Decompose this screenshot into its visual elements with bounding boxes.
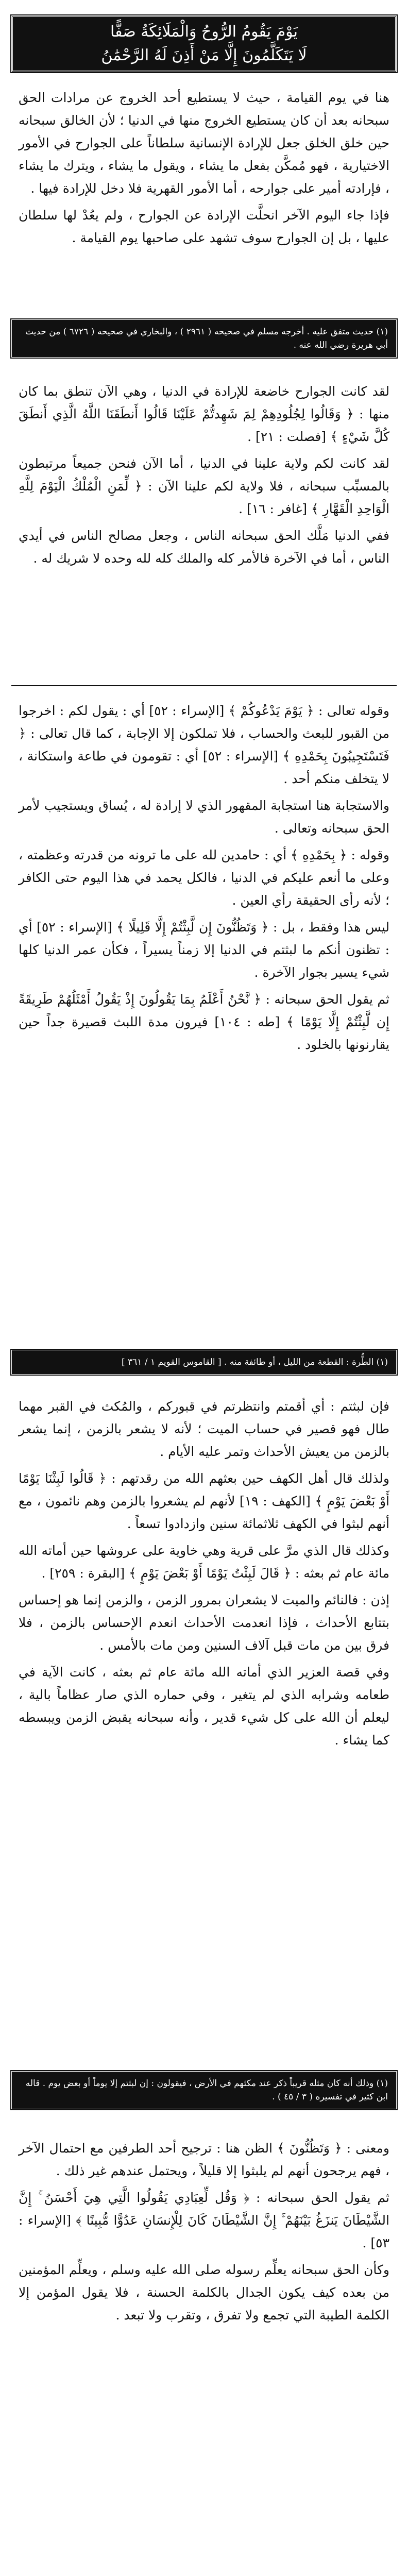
footnote-bar-3 [11,2071,397,2109]
paragraph: فإذا جاء اليوم الآخر انحلَّت الإرادة عن الجوارح ، ولم يعُدْ لها سلطان عليها ، بل إن الجوارح سوف تشهد على صاحبها يوم القيامة . [19,208,389,245]
paragraph: ففي الدنيا مَلَّك الحق سبحانه الناس ، وجعل مصالح الناس في أيدي الناس ، أما في الآخرة فالأمر كله والملك كله لله وحده لا شريك له . [19,528,389,566]
paragraph: وفي قصة العزير الذي أماته الله مائة عام ثم بعثه ، كانت الآية في طعامه وشرابه الذي لم يتغير ، وفي حماره الذي صار عظاماً بالية ، ليعلم أن الله على كل شيء قدير ، وأنه سبحانه يقبض الزمن ويبسطه كما يشاء . [19,1665,389,1748]
paragraph: ليس هذا وفقط ، بل : ﴿ وَتَظُنُّونَ إِن لَّبِثْتُمْ إِلَّا قَلِيلًا ﴾ [الإسراء : ٥٢] أي : تظنون أنكم ما لبثتم في الدنيا إلا زمناً يسيراً ، فكأن عمر الدنيا كلها شيء يسير بجوار الآخرة . [19,920,389,980]
body-section-1 [11,82,397,258]
footnote-text: (١) حديث متفق عليه . أخرجه مسلم في صحيحه ( ٢٩٦١ ) ، والبخاري في صحيحه ( ٦٧٢٦ ) من حديث أبي هريرة رضي الله عنه . [25,327,388,350]
header-verse-line-2: لَا يَتَكَلَّمُونَ إِلَّا مَنْ أَذِنَ لَهُ الرَّحْمَٰنُ [101,46,307,64]
paragraph: ثم يقول الحق سبحانه : ﴿ نَّحْنُ أَعْلَمُ بِمَا يَقُولُونَ إِذْ يَقُولُ أَمْثَلُهُمْ طَرِيقَةً إِن لَّبِثْتُمْ إِلَّا يَوْمًا ﴾ [طه : ١٠٤] فيرون مدة اللبث قصيرة جداً حين يقارنونها بالخلود . [19,992,389,1052]
body-section-2 [11,376,397,578]
body-section-3 [11,696,397,1064]
paragraph: وكأن الحق سبحانه يعلِّم رسوله صلى الله عليه وسلم ، ويعلِّم المؤمنين من بعده كيف يكون الجدال بالكلمة الحسنة ، فلا يقول المؤمن إلا الكلمة الطيبة التي تجمع ولا تفرق ، وتقرب ولا تبعد . [19,2262,389,2323]
paragraph: ولذلك قال أهل الكهف حين بعثهم الله من رقدتهم : ﴿ قَالُوا لَبِثْنَا يَوْمًا أَوْ بَعْضَ يَوْمٍ ﴾ [الكهف : ١٩] لأنهم لم يشعروا بالزمن وهم نائمون ، مع أنهم لبثوا في الكهف ثلاثمائة سنين وازدادوا تسعاً . [19,1471,389,1531]
paragraph: وقوله : ﴿ بِحَمْدِهِ ﴾ أي : حامدين لله على ما ترونه من قدرته وعظمته ، وعلى ما أنعم عليكم في الدنيا ، فالكل يحمد في هذا اليوم حتى الكافر ؛ لأنه رأى الحقيقة رأي العين . [19,848,389,908]
paragraph: هنا في يوم القيامة ، حيث لا يستطيع أحد الخروج عن مرادات الحق سبحانه بعد أن كان يستطيع الخروج منها في الدنيا ؛ لأن الخالق سبحانه حين خلق الخلق جعل للإرادة الإنسانية سلطاناً على الجوارح في الأمور الاختيارية ، فهو مُمكَّن بفعل ما يشاء ، ويقول ما يشاء ، ويترك ما يشاء ، فإرادته أمير على جوارحه ، أما الأمور القهرية فلا دخل للإرادة فيها . [19,90,389,196]
paragraph: لقد كانت الجوارح خاضعة للإرادة في الدنيا ، وهي الآن تنطق بما كان منها : ﴿ وَقَالُوا لِجُلُودِهِمْ لِمَ شَهِدتُّمْ عَلَيْنَا قَالُوا أَنطَقَنَا اللَّهُ الَّذِي أَنطَقَ كُلَّ شَيْءٍ ﴾ [فصلت : ٢١] . [19,384,389,444]
paragraph: لقد كانت لكم ولاية علينا في الدنيا ، أما الآن فنحن جميعاً مرتبطون بالمسبِّب سبحانه ، فلا ولاية لكم علينا الآن : ﴿ لِّمَنِ الْمُلْكُ الْيَوْمَ لِلَّهِ الْوَاحِدِ الْقَهَّارِ ﴾ [غافر : ١٦] . [19,456,389,516]
footnote-text: (١) الطُّرة : القطعة من الليل ، أو طائفة منه . [ القاموس القويم ١ / ٣٦١ ] [121,1357,388,1367]
footnote-bar-2 [11,1350,397,1375]
footnote-text: (١) وذلك أنه كان مثله قريباً ذكر عند مكثهم في الأرض ، فيقولون : إن لبثتم إلا يوماً أو بعض يوم . قاله ابن كثير في تفسيره ( ٣ / ٤٥ ) . [25,2078,388,2102]
paragraph: ومعنى : ﴿ وَتَظُنُّونَ ﴾ الظن هنا : ترجيح أحد الطرفين مع احتمال الآخر ، فهم يرجحون أنهم لم يلبثوا إلا قليلاً ، ويحتمل عندهم غير ذلك . [19,2141,389,2178]
body-section-5 [11,2133,397,2335]
paragraph: ثم يقول الحق سبحانه : ﴿ وَقُل لِّعِبَادِي يَقُولُوا الَّتِي هِيَ أَحْسَنُ ۚ إِنَّ الشَّيْطَانَ يَنزَغُ بَيْنَهُمْ ۚ إِنَّ الشَّيْطَانَ كَانَ لِلْإِنسَانِ عَدُوًّا مُّبِينًا ﴾ [الإسراء : ٥٣] . [19,2190,389,2250]
body-section-4 [11,1391,397,1760]
paragraph: وقوله تعالى : ﴿ يَوْمَ يَدْعُوكُمْ ﴾ [الإسراء : ٥٢] أي : يقول لكم : اخرجوا من القبور للبعث والحساب ، فلا تملكون إلا الإجابة ، كما قال تعالى : ﴿ فَتَسْتَجِيبُونَ بِحَمْدِهِ ﴾ [الإسراء : ٥٢] أي : تقومون في طاعة واستكانة ، لا يتخلف منكم أحد . [19,703,389,786]
paragraph: والاستجابة هنا استجابة المقهور الذي لا إرادة له ، يُساق ويستجيب لأمر الحق سبحانه وتعالى . [19,798,389,836]
paragraph: وكذلك قال الذي مرَّ على قرية وهي خاوية على عروشها حين أماته الله مائة عام ثم بعثه : ﴿ قَالَ لَبِثْتُ يَوْمًا أَوْ بَعْضَ يَوْمٍ ﴾ [البقرة : ٢٥٩] . [19,1543,389,1581]
header-verse-line-1: يَوْمَ يَقُومُ الرُّوحُ وَالْمَلَائِكَةُ صَفًّا [110,23,298,41]
section-divider [11,685,397,686]
header-verse-banner [11,15,397,72]
footnote-bar-1 [11,319,397,358]
paragraph: فإن لبثتم : أي أقمتم وانتظرتم في قبوركم ، والمُكث في القبر مهما طال فهو قصير في حساب الميت ؛ لأنه لا يشعر بالزمن ، إنما يشعر بالزمن من يعيش الأحداث وتمر عليه الأيام . [19,1399,389,1459]
paragraph: إذن : فالنائم والميت لا يشعران بمرور الزمن ، والزمن إنما هو إحساس بتتابع الأحداث ، فإذا انعدمت الأحداث انعدم الإحساس بالزمن ، فلا فرق بين من مات قبل آلاف السنين ومن مات بالأمس . [19,1592,389,1653]
